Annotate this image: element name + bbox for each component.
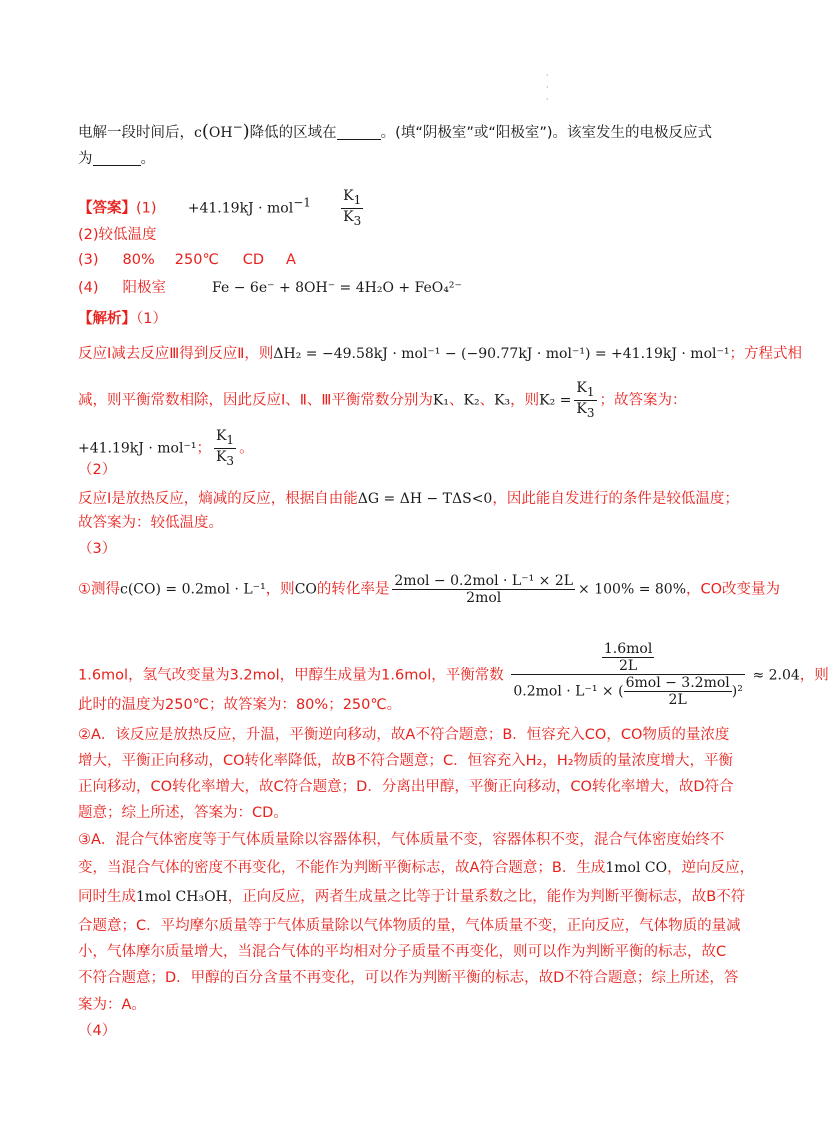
analysis-3-part3-line-5: 小，气体摩尔质量增大，当混合气体的平均相对分子质量不再变化，则可以作为判断平衡的标志，故C: [78, 944, 727, 960]
answer-line-4: (4) 阳极室 Fe − 6e⁻ + 8OH⁻ = 4H₂O + FeO₄²⁻: [78, 280, 462, 296]
k1-over-k3-fraction: $\frac{K_1}{K_3}$: [576, 380, 595, 420]
analysis-3-part2-line-3: 正向移动，CO转化率增大，故C符合题意；D．分离出甲醇，平衡正向移动，CO转化率增大，故D符合: [78, 779, 734, 795]
answer-line-2: (2)较低温度: [78, 227, 157, 243]
analysis-2-line-1: 反应Ⅰ是放热反应，熵减的反应，根据自由能ΔG = ΔH − TΔS<0，因此能自发进行的条件是较低温度；: [78, 491, 739, 507]
analysis-3-line-3: 此时的温度为250℃；故答案为：80%；250℃。: [78, 697, 402, 713]
answer-line-1: 【答案】(1) +41.19kJ · mol$^{-1}$ $\frac{K_1}{K_3}$: [78, 188, 362, 228]
answer-blank[interactable]: [93, 151, 141, 166]
analysis-3-part3-line-1: ③A．混合气体密度等于气体质量除以容器体积，气体质量不变，容器体积不变，混合气体密度始终不: [78, 832, 725, 848]
answer-line-3: (3) 80% 250℃ CD A: [78, 252, 296, 268]
equilibrium-constant-fraction: $\frac{\text{1.6mol}}{2L}$ 0.2mol · L⁻¹ × ( $\frac{\text{6mol − 3.2mol}}{2L}$ )²: [513, 641, 743, 708]
question-line-2: 为 。: [78, 151, 155, 167]
analysis-3-part3-line-4: 合题意；C．平均摩尔质量等于气体质量除以气体物质的量，气体质量不变，正向反应，气体物质的量减: [78, 918, 741, 934]
analysis-heading: 【解析】（1）: [78, 311, 167, 327]
analysis-3-part2-line-4: 题意；综上所述，答案为：CD。: [78, 805, 288, 821]
analysis-3-part3-line-7: 案为：A。: [78, 997, 146, 1013]
analysis-4-heading: （4）: [78, 1023, 117, 1039]
analysis-1-line-1: 反应Ⅰ减去反应Ⅲ得到反应Ⅱ，则ΔH₂ = −49.58kJ · mol⁻¹ − (−90.77kJ · mol⁻¹) = +41.19kJ · mol⁻¹；方程式相: [78, 346, 802, 362]
k1-over-k3-fraction: $\frac{K_1}{K_3}$: [343, 188, 362, 228]
analysis-3-part2-line-1: ②A．该反应是放热反应，升温，平衡逆向移动，故A不符合题意；B．恒容充入CO，CO物质的量浓度: [78, 727, 730, 743]
analysis-3-line-1: ①测得c(CO) = 0.2mol · L⁻¹，则CO的转化率是 $\frac{\text{2mol − 0.2mol · L⁻¹ × 2L}}{\text{2mol}}$ × 100% = 80%，CO改变量为: [78, 573, 781, 606]
analysis-3-part2-line-2: 增大，平衡正向移动，CO转化率降低，故B不符合题意；C．恒容充入H₂，H₂物质的量浓度增大，平衡: [78, 753, 734, 769]
k1-over-k3-fraction: $\frac{K_1}{K_3}$: [215, 428, 235, 468]
analysis-tag: 【解析】: [78, 311, 136, 327]
answer-tag: 【答案】: [78, 200, 136, 217]
analysis-2-line-2: 故答案为：较低温度。: [78, 515, 223, 531]
analysis-2-heading: （2）: [78, 462, 117, 478]
analysis-3-line-2: 1.6mol，氢气改变量为3.2mol，甲醇生成量为1.6mol，平衡常数 $\frac{\text{1.6mol}}{2L}$ 0.2mol · L⁻¹ × ( $\frac{\text{6mol − 3.2mol}}{2L}$ )² ≈ 2.04，则: [78, 641, 829, 708]
answer-blank[interactable]: [337, 125, 381, 140]
conversion-fraction: $\frac{\text{2mol − 0.2mol · L⁻¹ × 2L}}{\text{2mol}}$: [394, 573, 574, 606]
analysis-3-part3-line-6: 不符合题意；D．甲醇的百分含量不再变化，可以作为判断平衡的标志，故D不符合题意；综上所述，答: [78, 970, 739, 986]
decorative-dots: · · ·: [546, 71, 549, 104]
analysis-1-line-3: +41.19kJ · mol⁻¹； $\frac{K_1}{K_3}$ 。: [78, 428, 254, 468]
analysis-1-line-2: 减，则平衡常数相除，因此反应Ⅰ、Ⅱ、Ⅲ平衡常数分别为K₁、K₂、K₃，则K₂ = $\frac{K_1}{K_3}$ ；故答案为：: [78, 380, 687, 420]
analysis-3-part3-line-2: 变，当混合气体的密度不再变化，不能作为判断平衡标志，故A符合题意；B．生成1mol CO，逆向反应，: [78, 860, 755, 876]
question-line-1: 电解一段时间后，c(OH−)降低的区域在 。(填“阴极室”或“阳极室”)。该室发生的电极反应式: [78, 120, 713, 142]
analysis-3-part3-line-3: 同时生成1mol CH₃OH，正向反应，两者生成量之比等于计量系数之比，能作为判断平衡标志，故B不符: [78, 889, 746, 905]
analysis-3-heading: （3）: [78, 541, 117, 557]
